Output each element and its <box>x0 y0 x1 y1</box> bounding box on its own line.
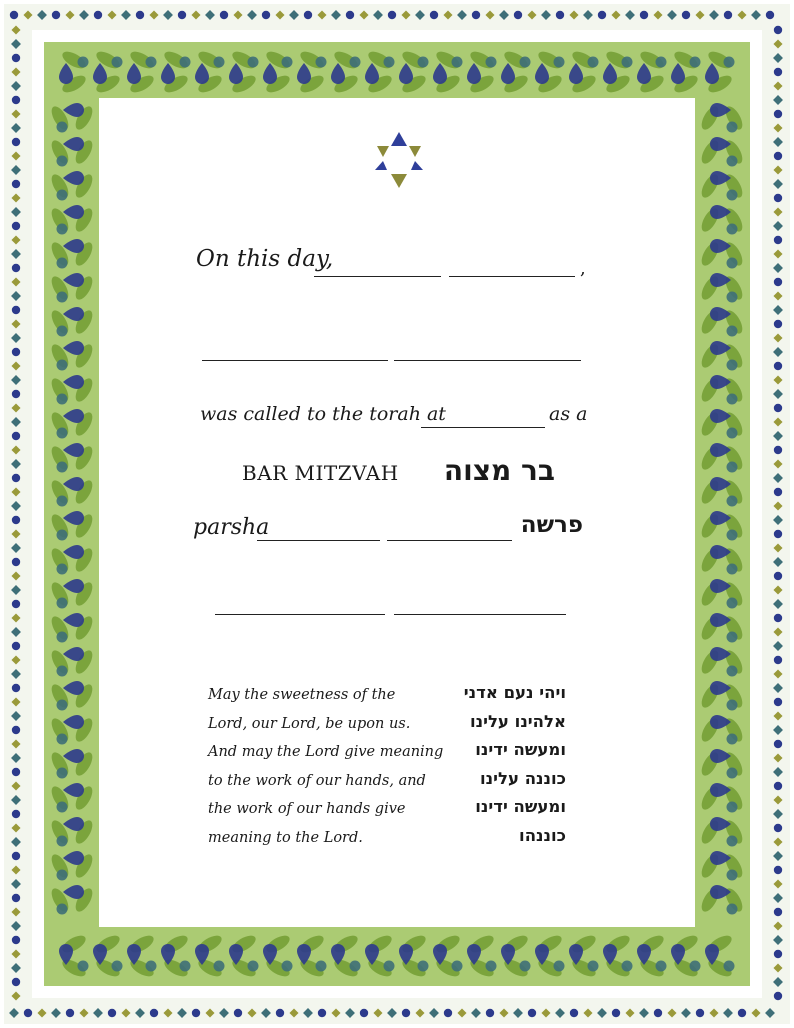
border-teal-dot <box>57 768 68 779</box>
border-dot <box>724 11 732 19</box>
blessing-english-line: And may the Lord give meaning <box>208 744 444 760</box>
signature-blank-1[interactable] <box>215 614 385 615</box>
border-teal-dot <box>554 961 565 972</box>
border-dot <box>654 1009 662 1017</box>
border-teal-dot <box>78 961 89 972</box>
bar-mitzvah-hebrew: בר מצוה <box>443 454 555 487</box>
border-dot <box>640 11 648 19</box>
border-teal-dot <box>727 326 738 337</box>
border-dot <box>94 11 102 19</box>
border-teal-dot <box>214 961 225 972</box>
border-dot <box>12 264 20 272</box>
border-teal-dot <box>384 57 395 68</box>
border-dot <box>738 1009 746 1017</box>
border-dot <box>570 1009 578 1017</box>
border-dot <box>774 908 782 916</box>
border-teal-dot <box>78 57 89 68</box>
border-dot <box>774 404 782 412</box>
blessing-hebrew-line: ויהי נעם אדני <box>463 683 566 702</box>
border-teal-dot <box>57 292 68 303</box>
signature-blank-2[interactable] <box>394 614 566 615</box>
border-teal-dot <box>57 462 68 473</box>
border-teal-dot <box>57 904 68 915</box>
star-of-david-icon <box>371 130 427 192</box>
border-teal-dot <box>57 802 68 813</box>
border-teal-dot <box>350 961 361 972</box>
border-teal-dot <box>724 961 735 972</box>
border-dot <box>774 824 782 832</box>
border-dot <box>556 11 564 19</box>
border-dot <box>192 1009 200 1017</box>
border-dot <box>774 740 782 748</box>
border-teal-dot <box>57 734 68 745</box>
border-dot <box>12 810 20 818</box>
border-dot <box>304 11 312 19</box>
intro-text: On this day, <box>196 246 334 272</box>
border-teal-dot <box>57 564 68 575</box>
border-teal-dot <box>316 57 327 68</box>
border-teal-dot <box>57 122 68 133</box>
border-teal-dot <box>727 428 738 439</box>
border-dot <box>360 1009 368 1017</box>
border-teal-dot <box>452 57 463 68</box>
border-teal-dot <box>57 258 68 269</box>
border-teal-dot <box>727 190 738 201</box>
border-dot <box>12 978 20 986</box>
border-dot <box>486 1009 494 1017</box>
border-dot <box>774 614 782 622</box>
border-teal-dot <box>282 961 293 972</box>
border-dot <box>430 11 438 19</box>
border-dot <box>472 11 480 19</box>
border-dot <box>12 138 20 146</box>
border-teal-dot <box>214 57 225 68</box>
border-teal-dot <box>727 394 738 405</box>
border-teal-dot <box>727 564 738 575</box>
border-dot <box>774 950 782 958</box>
border-teal-dot <box>554 57 565 68</box>
border-dot <box>12 180 20 188</box>
border-teal-dot <box>727 666 738 677</box>
border-teal-dot <box>57 224 68 235</box>
border-teal-dot <box>727 802 738 813</box>
border-dot <box>12 558 20 566</box>
border-teal-dot <box>656 961 667 972</box>
parsha-english: parsha <box>193 515 270 540</box>
border-dot <box>10 11 18 19</box>
border-teal-dot <box>727 530 738 541</box>
border-teal-dot <box>724 57 735 68</box>
border-dot <box>12 474 20 482</box>
border-teal-dot <box>727 904 738 915</box>
border-dot <box>108 1009 116 1017</box>
border-dot <box>150 1009 158 1017</box>
border-dot <box>774 236 782 244</box>
called-text: was called to the torah at <box>200 403 446 425</box>
border-dot <box>12 642 20 650</box>
border-dot <box>388 11 396 19</box>
blessing-hebrew-line: ומעשה ידינו <box>475 740 566 759</box>
border-dot <box>12 432 20 440</box>
border-teal-dot <box>727 462 738 473</box>
border-dot <box>682 11 690 19</box>
border-teal-dot <box>146 961 157 972</box>
border-dot <box>276 1009 284 1017</box>
as-a-text: as a <box>549 403 588 425</box>
blessing-hebrew <box>420 679 566 850</box>
border-teal-dot <box>418 961 429 972</box>
border-teal-dot <box>57 870 68 881</box>
border-dot <box>774 362 782 370</box>
border-dot <box>12 54 20 62</box>
border-teal-dot <box>727 258 738 269</box>
border-teal-dot <box>418 57 429 68</box>
border-dot <box>444 1009 452 1017</box>
border-dot <box>774 530 782 538</box>
border-teal-dot <box>57 496 68 507</box>
border-teal-dot <box>727 360 738 371</box>
border-teal-dot <box>727 768 738 779</box>
border-dot <box>12 516 20 524</box>
border-dot <box>774 152 782 160</box>
border-dot <box>774 572 782 580</box>
border-teal-dot <box>727 496 738 507</box>
border-dot <box>234 1009 242 1017</box>
border-teal-dot <box>588 961 599 972</box>
blessing-english-line: May the sweetness of the <box>208 687 396 703</box>
parsha-blank-1[interactable] <box>257 540 380 541</box>
border-teal-dot <box>316 961 327 972</box>
name-blank-2[interactable] <box>394 360 581 361</box>
border-teal-dot <box>57 190 68 201</box>
border-teal-dot <box>57 666 68 677</box>
border-dot <box>774 320 782 328</box>
border-teal-dot <box>57 394 68 405</box>
border-teal-dot <box>57 428 68 439</box>
border-dot <box>220 11 228 19</box>
border-dot <box>12 726 20 734</box>
border-dot <box>66 1009 74 1017</box>
border-teal-dot <box>350 57 361 68</box>
border-teal-dot <box>727 122 738 133</box>
border-dot <box>12 894 20 902</box>
border-dot <box>774 110 782 118</box>
place-blank[interactable] <box>421 427 545 428</box>
border-dot <box>346 11 354 19</box>
border-dot <box>12 348 20 356</box>
border-dot <box>318 1009 326 1017</box>
border-dot <box>774 698 782 706</box>
border-dot <box>136 11 144 19</box>
border-teal-dot <box>57 326 68 337</box>
border-teal-dot <box>622 57 633 68</box>
border-dot <box>774 782 782 790</box>
border-teal-dot <box>727 224 738 235</box>
blessing-english-line: to the work of our hands, and <box>208 772 426 789</box>
blessing-english-line: meaning to the Lord. <box>208 829 363 846</box>
border-teal-dot <box>727 700 738 711</box>
comma: , <box>580 258 586 279</box>
border-dot <box>178 11 186 19</box>
border-teal-dot <box>727 292 738 303</box>
border-teal-dot <box>486 961 497 972</box>
border-dot <box>774 446 782 454</box>
bar-mitzvah-english: BAR MITZVAH <box>242 461 399 485</box>
border-teal-dot <box>656 57 667 68</box>
border-dot <box>12 684 20 692</box>
border-dot <box>12 852 20 860</box>
border-teal-dot <box>146 57 157 68</box>
border-teal-dot <box>57 598 68 609</box>
border-dot <box>12 96 20 104</box>
blessing-english-line: Lord, our Lord, be upon us. <box>208 715 411 732</box>
border-teal-dot <box>486 57 497 68</box>
border-dot <box>402 1009 410 1017</box>
border-teal-dot <box>690 57 701 68</box>
blessing-hebrew-line: ומעשה ידינו <box>475 797 566 816</box>
border-teal-dot <box>727 156 738 167</box>
border-teal-dot <box>282 57 293 68</box>
border-teal-dot <box>57 836 68 847</box>
border-teal-dot <box>248 57 259 68</box>
date-blank-2[interactable] <box>449 276 575 277</box>
border-dot <box>12 768 20 776</box>
border-dot <box>774 488 782 496</box>
parsha-hebrew: פרשה <box>520 512 583 538</box>
border-teal-dot <box>57 530 68 541</box>
border-dot <box>774 26 782 34</box>
border-teal-dot <box>727 632 738 643</box>
border-dot <box>774 866 782 874</box>
blessing-hebrew-line: אלהינו עלינו <box>469 711 566 731</box>
border-teal-dot <box>520 961 531 972</box>
border-teal-dot <box>727 734 738 745</box>
border-teal-dot <box>180 961 191 972</box>
border-dot <box>262 11 270 19</box>
border-dot <box>774 68 782 76</box>
border-teal-dot <box>727 598 738 609</box>
border-dot <box>12 306 20 314</box>
border-dot <box>774 278 782 286</box>
border-dot <box>696 1009 704 1017</box>
border-dot <box>766 11 774 19</box>
border-dot <box>612 1009 620 1017</box>
parsha-blank-2[interactable] <box>387 540 512 541</box>
border-dot <box>514 11 522 19</box>
border-teal-dot <box>727 870 738 881</box>
border-dot <box>12 222 20 230</box>
border-dot <box>774 194 782 202</box>
border-teal-dot <box>112 961 123 972</box>
border-teal-dot <box>57 156 68 167</box>
border-teal-dot <box>112 57 123 68</box>
border-dot <box>774 656 782 664</box>
border-dot <box>24 1009 32 1017</box>
border-teal-dot <box>180 57 191 68</box>
border-teal-dot <box>588 57 599 68</box>
border-dot <box>598 11 606 19</box>
border-teal-dot <box>690 961 701 972</box>
border-teal-dot <box>57 632 68 643</box>
border-teal-dot <box>57 700 68 711</box>
border-teal-dot <box>57 360 68 371</box>
name-blank-1[interactable] <box>202 360 388 361</box>
border-teal-dot <box>727 836 738 847</box>
blessing-english <box>208 681 444 852</box>
border-dot <box>12 600 20 608</box>
border-teal-dot <box>622 961 633 972</box>
blessing-hebrew-line: כוננהו <box>519 825 566 845</box>
border-teal-dot <box>384 961 395 972</box>
border-dot <box>52 11 60 19</box>
blessing-english-line: the work of our hands give <box>208 801 406 817</box>
blessing-hebrew-line: כוננה עלינו <box>479 768 566 788</box>
date-blank-1[interactable] <box>314 276 441 277</box>
border-teal-dot <box>248 961 259 972</box>
border-dot <box>12 390 20 398</box>
border-teal-dot <box>520 57 531 68</box>
border-teal-dot <box>452 961 463 972</box>
border-dot <box>12 936 20 944</box>
border-dot <box>774 992 782 1000</box>
border-dot <box>528 1009 536 1017</box>
